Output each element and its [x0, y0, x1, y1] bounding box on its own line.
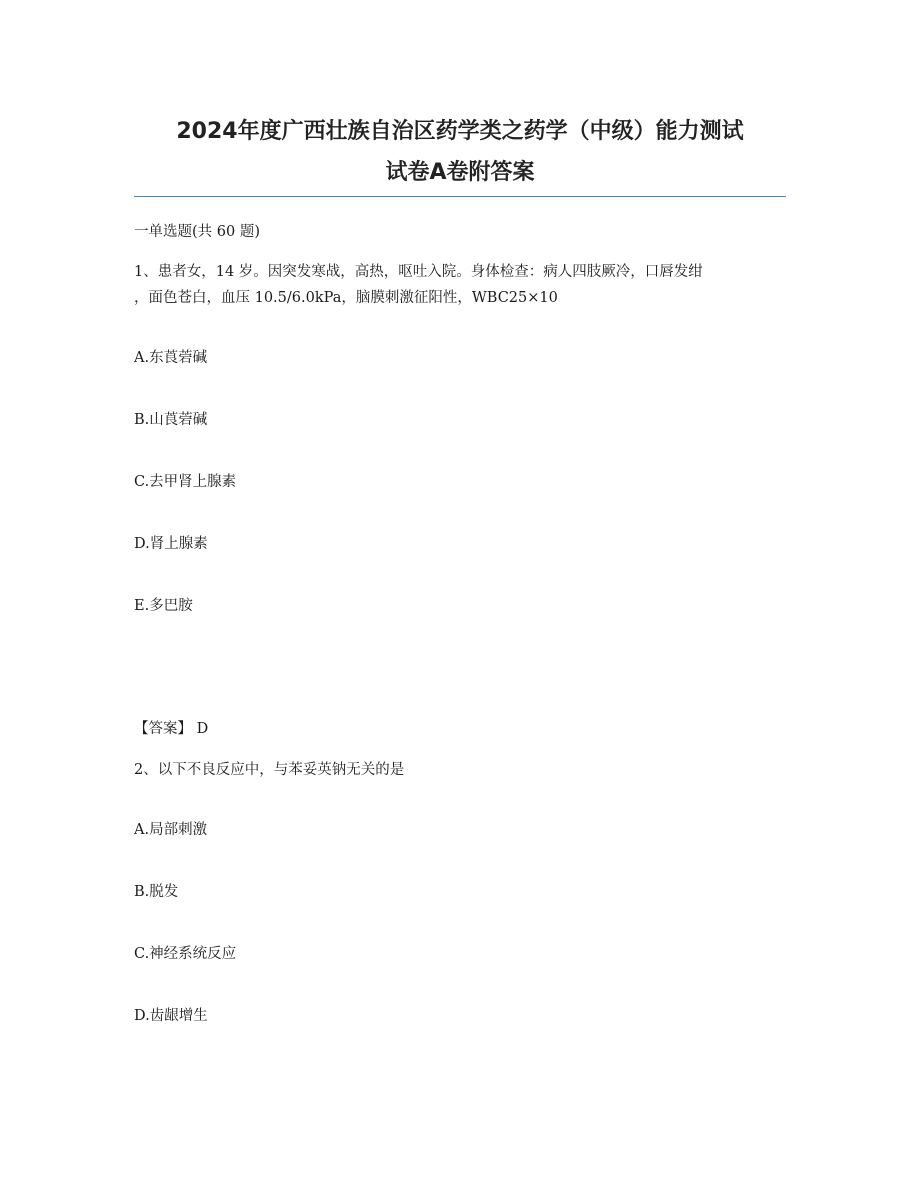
question-1-option-a: A.东莨菪碱 [134, 350, 208, 366]
document-title-line-2: 试卷A卷附答案 [385, 160, 535, 185]
title-divider [134, 196, 786, 197]
question-2-option-c: C.神经系统反应 [134, 946, 237, 962]
section-heading: 一单选题(共 60 题) [134, 224, 260, 240]
question-2-option-a: A.局部刺激 [134, 822, 208, 838]
question-2-option-d: D.齿龈增生 [134, 1008, 208, 1024]
question-1-stem-line-1: 1、患者女，14 岁。因突发寒战，高热，呕吐入院。身体检查：病人四肢厥冷，口唇发绀 [134, 264, 703, 280]
question-2-stem: 2、以下不良反应中，与苯妥英钠无关的是 [134, 762, 405, 778]
question-1-option-d: D.肾上腺素 [134, 536, 208, 552]
question-1-option-b: B.山莨菪碱 [134, 412, 208, 428]
question-1-option-c: C.去甲肾上腺素 [134, 474, 237, 490]
question-1-option-e: E.多巴胺 [134, 598, 193, 614]
question-1-answer: 【答案】 D [134, 721, 209, 737]
question-1-stem-line-2: ，面色苍白，血压 10.5/6.0kPa，脑膜刺激征阳性，WBC25×10 [134, 290, 558, 306]
question-2-option-b: B.脱发 [134, 884, 179, 900]
document-title-line-1: 2024年度广西壮族自治区药学类之药学（中级）能力测试 [176, 119, 744, 144]
